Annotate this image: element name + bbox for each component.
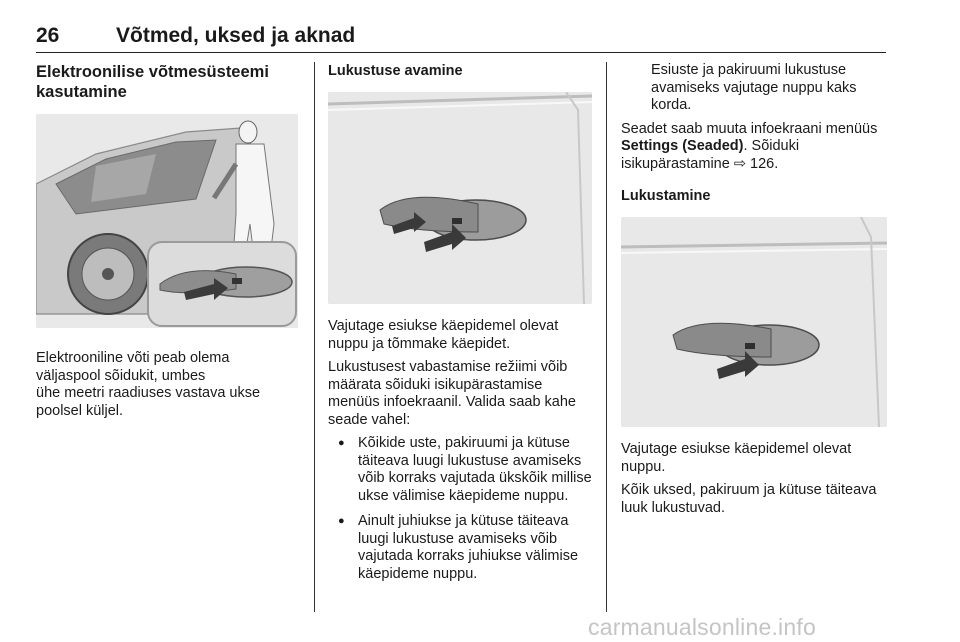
unlock-paragraph-1: Vajutage esiukse käepidemel olevat nuppu ja tõmmake käepidet. <box>328 318 559 352</box>
column-divider-1 <box>314 62 315 612</box>
col1-text-line-4: poolsel küljel. <box>36 402 124 419</box>
col1-text-line-2: väljaspool sõidukit, umbes <box>36 367 206 384</box>
watermark: carmanualsonline.info <box>588 614 816 640</box>
col1-text-line-3: ühe meetri raadiuses vastava ukse <box>36 385 261 401</box>
lock-door-handle-illustration <box>621 217 887 427</box>
list-item: ● Ainult juhiukse ja kütuse täiteava luugi lukustuse avamiseks võib vajutada korraks juhiukse välimise käepideme nuppu. <box>328 513 592 583</box>
section-heading-locking: Lukustamine <box>621 188 711 204</box>
car-door-handle-illustration <box>36 114 298 328</box>
col1-text-line-1: Elektrooniline võti peab olema <box>36 350 230 366</box>
settings-text <box>621 121 887 174</box>
settings-menu-name: Settings (Seaded) <box>621 138 744 154</box>
unlock-mode-list <box>328 435 592 583</box>
page-reference: 126. <box>745 155 779 172</box>
chapter-title: Võtmed, uksed ja aknad <box>116 24 356 47</box>
page-reference-arrow-icon: ⇨ <box>733 155 746 172</box>
unlock-twice-text: Esiuste ja pakiruumi lukustuse avamiseks vajutage nuppu kaks korda. <box>651 62 857 113</box>
unlock-paragraph-2: Lukustusest vabastamise režiimi võib määrata sõiduki isikupärastamise menüüs infoekraanil. Valida saab kahe seade vahel: <box>328 359 577 428</box>
settings-text-pre: Seadet saab muuta infoekraani menüüs <box>621 120 878 137</box>
lock-paragraph-2: Kõik uksed, pakiruum ja kütuse täiteava luuk lukustuvad. <box>621 482 877 516</box>
page-number: 26 <box>36 24 60 47</box>
column-divider-2 <box>606 62 607 612</box>
lock-paragraph-1: Vajutage esiukse käepidemel olevat nuppu. <box>621 441 852 475</box>
section-heading-unlocking: Lukustuse avamine <box>328 63 463 79</box>
column-2 <box>328 62 592 591</box>
settings-text-post: . Sõiduki isikupärastamine <box>621 138 800 172</box>
list-item: ● Kõikide uste, pakiruumi ja kütuse täiteava luugi lukustuse avamiseks võib korraks vajutada ükskõik millise ukse välimise käepideme nuppu. <box>328 435 592 505</box>
page-header <box>36 20 886 53</box>
column-1 <box>36 62 298 420</box>
unlock-door-handle-illustration <box>328 92 592 304</box>
section-heading-electronic-key: Elektroonilise võtmesüsteemi kasutamine <box>36 63 269 101</box>
column-3 <box>621 62 887 523</box>
